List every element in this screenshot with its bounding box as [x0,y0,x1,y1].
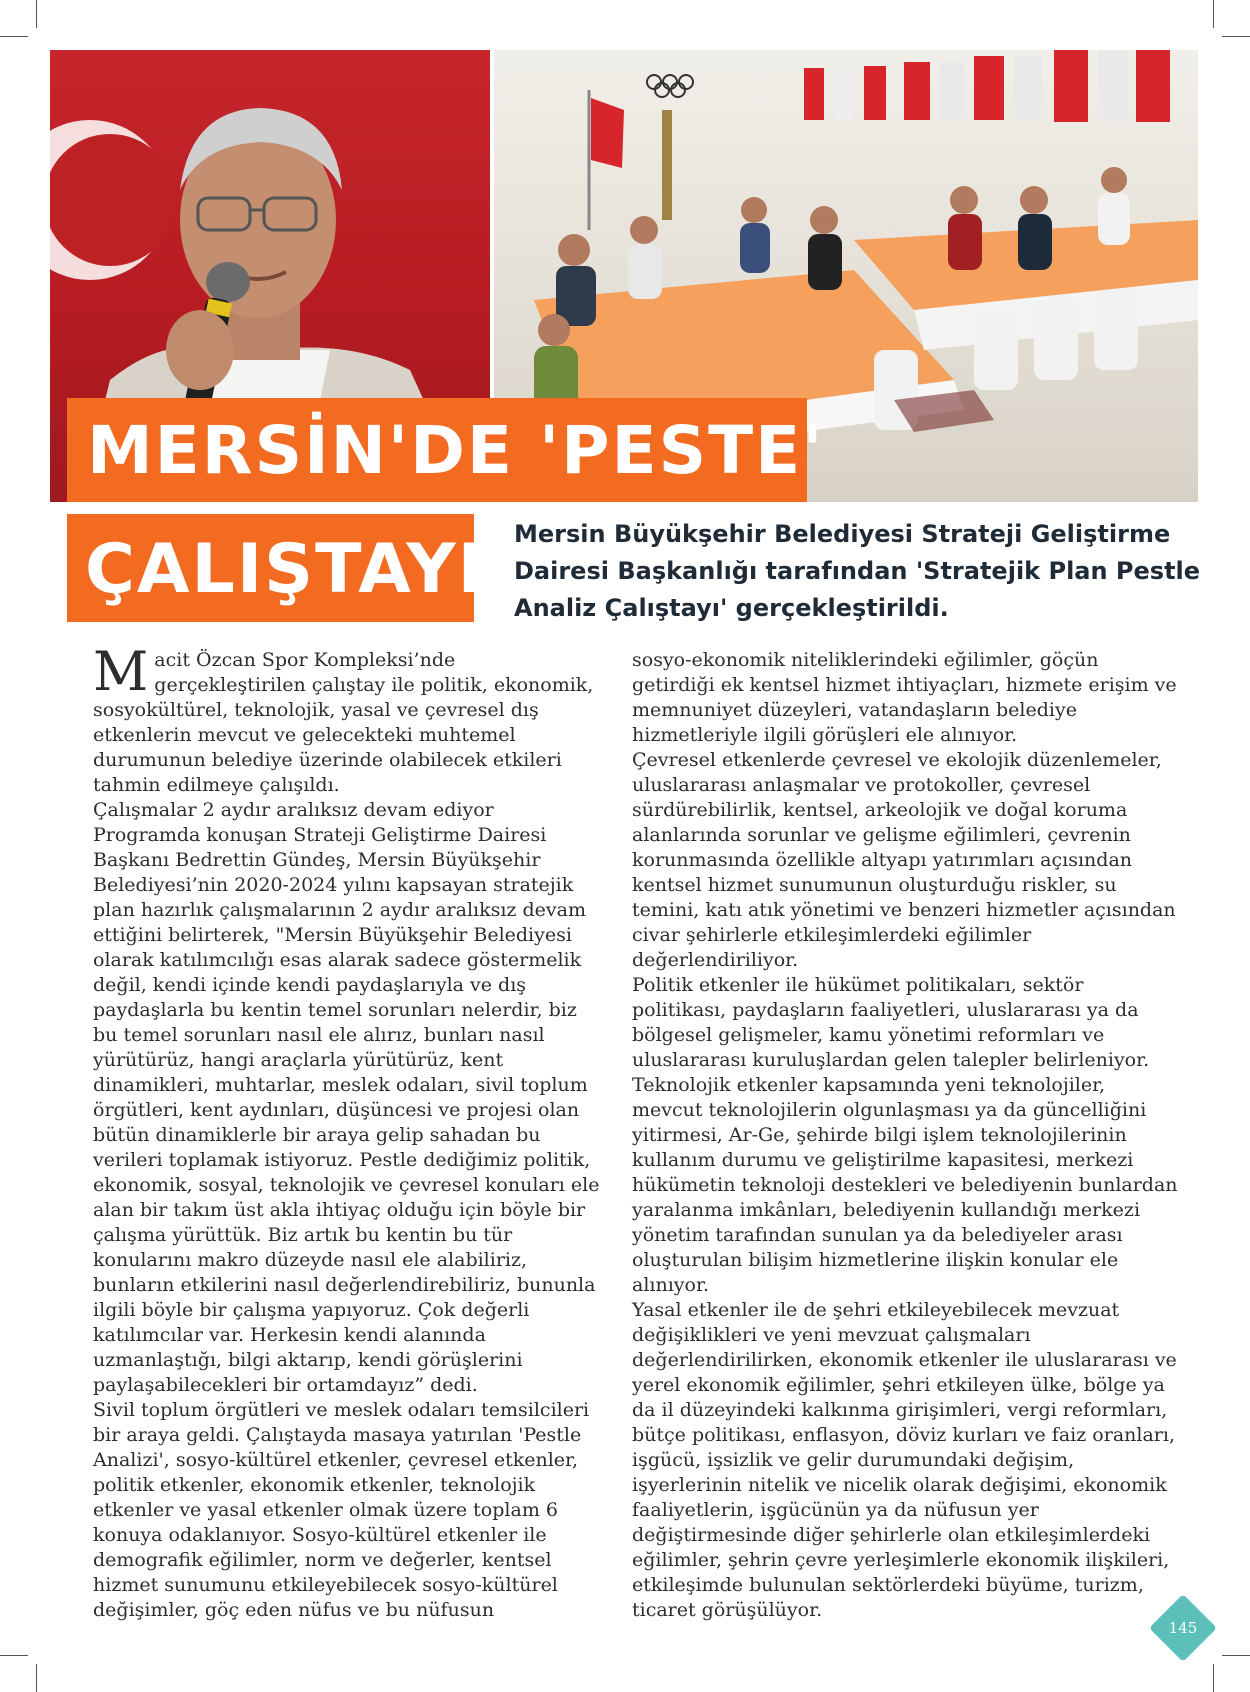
crop-mark [36,0,37,28]
crop-mark [0,36,28,37]
page-number: 145 [1168,1619,1198,1637]
paragraph-text: acit Özcan Spor Kompleksi’nde gerçekleştirilen çalıştay ile politik, ekonomik, sosyokültürel, teknolojik, yasal ve çevresel dış etkenlerin mevcut ve gelecekteki muhtemel durumunun belediye üzerinde olabilecek etkileri tahmin edilmeye çalışıldı. [93,649,594,796]
article-paragraph: Yasal etkenler ile de şehri etkileyebilecek mevzuat değişiklikleri ve yeni mevzuat çalışmaları değerlendirilirken, ekonomik etkenler ile uluslararası ve yerel ekonomik eğilimler, şehri etkileyen ülke, bölge ya da il düzeyindeki kalkınma girişimleri, vergi reformları, bütçe politikası, enflasyon, döviz kurları ve faiz oranları, işgücü, işsizlik ve gelir durumundaki değişim, işyerlerinin nitelik ve nicelik olarak değişimi, ekonomik faaliyetlerin, işgücünün ya da nüfusun yer değiştirmesinde diğer şehirlerle olan etkileşimlerdeki eğilimler, şehrin çevre yerleşimlerle ekonomik ilişkileri, etkileşimde bulunulan sektörlerdeki büyüme, turizm, ticaret görüşülüyor. [632,1299,1177,1621]
article-column-left [93,640,601,1623]
article-paragraph: sosyo-ekonomik niteliklerindeki eğilimler, göçün getirdiği ek kentsel hizmet ihtiyaçları, hizmete erişim ve memnuniyet düzeyleri, vatandaşların belediye hizmetleriyle ilgili görüşleri ele alınıyor. [632,649,1177,746]
lead-paragraph: Mersin Büyükşehir Belediyesi Strateji Geliştirme Dairesi Başkanlığı tarafından 'Stratejik Plan Pestle Analiz Çalıştayı' gerçekleştirildi. [514,520,1201,622]
article-paragraph: Sivil toplum örgütleri ve meslek odaları temsilcileri bir araya geldi. Çalıştayda masaya yatırılan 'Pestle Analizi', sosyo-kültürel etkenler, çevresel etkenler, politik etkenler, ekonomik etkenler, teknolojik etkenler ve yasal etkenler olmak üzere toplam 6 konuya odaklanıyor. Sosyo-kültürel etkenler ile demografik eğilimler, norm ve değerler, kentsel hizmet sunumunu etkileyebilecek sosyo-kültürel değişimler, göç eden nüfus ve bu nüfusun [93,1399,590,1621]
crop-mark [1222,1655,1250,1656]
article-paragraph: Teknolojik etkenler kapsamında yeni teknolojiler, mevcut teknolojilerin olgunlaşması ya da güncelliğini yitirmesi, Ar-Ge, şehirde bilgi işlem teknolojilerinin kullanım durumu ve geliştirilme kapasitesi, merkezi hükümetin teknoloji destekleri ve belediyenin bunlardan yaralanma imkânları, belediyenin kullandığı merkezi yönetim tarafından sunulan ya da belediyeler arası oluşturulan bilişim hizmetlerine ilişkin konular ele alınıyor. [632,1074,1178,1296]
headline-line-1: MERSİN'DE 'PESTE' [67,398,807,502]
crop-mark [1222,36,1250,37]
crop-mark [1213,0,1214,28]
article-column-right [632,648,1180,1623]
headline-line-2: ÇALIŞTAYI [67,514,474,622]
article-paragraph: Politik etkenler ile hükümet politikaları, sektör politikası, paydaşların faaliyetleri, uluslararası ya da bölgesel gelişmeler, kamu yönetimi reformları ve uluslararası kuruluşlardan gelen talepler belirleniyor. [632,974,1150,1071]
article-subheading: Çalışmalar 2 aydır aralıksız devam ediyor [93,799,494,821]
article-paragraph: Programda konuşan Strateji Geliştirme Dairesi Başkanı Bedrettin Gündeş, Mersin Büyükşehir Belediyesi’nin 2020-2024 yılını kapsayan stratejik plan hazırlık çalışmalarının 2 aydır aralıksız devam ettiğini belirterek, "Mersin Büyükşehir Belediyesi olarak katılımcılığı esas alarak sadece göstermelik değil, kendi içinde kendi paydaşlarıyla ve dış paydaşlarla bu kentin temel sorunları nelerdir, biz bu temel sorunları nasıl ele alırız, bunları nasıl yürütürüz, hangi araçlarla yürütürüz, kent dinamikleri, muhtarlar, meslek odaları, sivil toplum örgütleri, kent aydınları, düşüncesi ve projesi olan bütün dinamiklerle bir araya gelip sahadan bu verileri toplamak istiyoruz. Pestle dediğimiz politik, ekonomik, sosyal, teknolojik ve çevresel konuları ele alan bir takım üst akla ihtiyaç olduğu için böyle bir çalışma yürüttük. Biz artık bu kentin bu tür konularını makro düzeyde nasıl ele alabiliriz, bunların etkilerini nasıl değerlendirebiliriz, bununla ilgili böyle bir çalışma yapıyoruz. Çok değerli katılımcılar var. Herkesin kendi alanında uzmanlaştığı, bilgi aktarıp, kendi görüşlerini paylaşabilecekleri bir ortamdayız” dedi. [93,824,600,1396]
article-paragraph: Çevresel etkenlerde çevresel ve ekolojik düzenlemeler, uluslararası anlaşmalar ve protokoller, çevresel sürdürebilirlik, kentsel, arkeolojik ve doğal koruma alanlarında sorunlar ve gelişme eğilimleri, çevrenin korunmasında özellikle altyapı yatırımları açısından kentsel hizmet sunumunun oluşturduğu riskler, su temini, katı atık yönetimi ve benzeri hizmetler açısından civar şehirlerle etkileşimlerdeki eğilimler değerlendiriliyor. [632,749,1176,971]
crop-mark [1213,1664,1214,1692]
drop-cap: M [93,640,149,703]
article-paragraph [93,640,601,798]
crop-mark [36,1664,37,1692]
page-number-badge [1149,1594,1217,1662]
crop-mark [0,1655,28,1656]
